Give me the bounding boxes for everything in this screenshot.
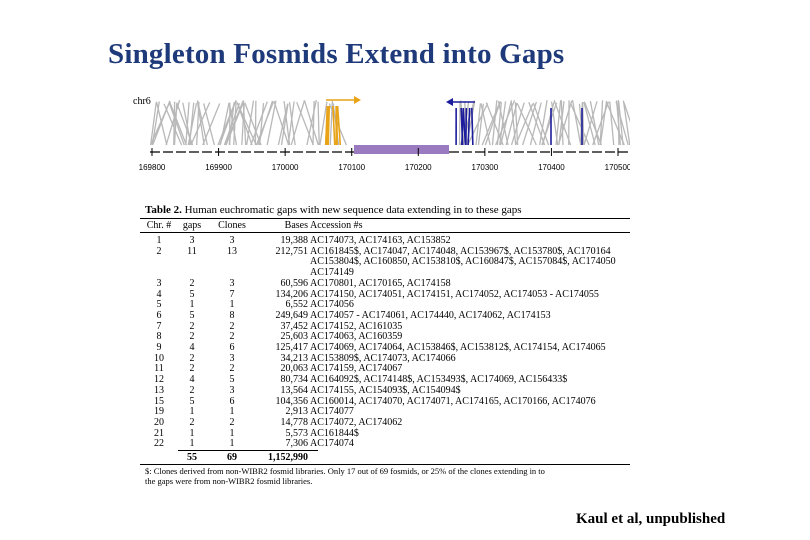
row-clones: 6 bbox=[229, 342, 235, 353]
row-gaps: 1 bbox=[189, 406, 195, 418]
table-caption-text: Human euchromatic gaps with new sequence data extending in to these gaps bbox=[184, 204, 522, 216]
row-accessions: AC174072, AC174062 bbox=[310, 416, 403, 428]
totals-rule bbox=[178, 450, 318, 451]
row-clones: 7 bbox=[229, 288, 235, 300]
row-bases: 34,213 bbox=[280, 352, 308, 364]
credit-text: Kaul et al, unpublished bbox=[576, 511, 726, 527]
row-accessions: AC174073, AC174163, AC153852 bbox=[310, 235, 451, 246]
fosmid-lines-group bbox=[151, 100, 630, 145]
footnote-line-2: the gaps were from non-WIBR2 fosmid libraries. bbox=[145, 476, 313, 486]
row-clones: 2 bbox=[229, 320, 235, 332]
row-gaps: 1 bbox=[189, 299, 195, 311]
table-caption bbox=[145, 204, 522, 216]
row-chr: 6 bbox=[156, 309, 162, 321]
row-chr: 10 bbox=[154, 352, 164, 364]
fosmid-line bbox=[529, 102, 545, 145]
row-bases: 25,603 bbox=[280, 331, 308, 343]
row-gaps: 5 bbox=[189, 288, 195, 300]
row-gaps: 2 bbox=[189, 331, 195, 343]
row-gaps: 2 bbox=[189, 416, 195, 428]
chromosome-label: chr6 bbox=[133, 96, 151, 107]
footnote-line-1: $: Clones derived from non-WIBR2 fosmid libraries. Only 17 out of 69 fosmids, or 25% of the clones extending in to bbox=[145, 466, 545, 476]
row-accessions: AC161844$ bbox=[310, 427, 359, 439]
row-accessions: AC174057 - AC174061, AC174440, AC174062, AC174153 bbox=[310, 309, 551, 321]
row-gaps: 2 bbox=[189, 363, 195, 375]
row-clones: 2 bbox=[229, 363, 235, 375]
row-clones: 1 bbox=[229, 427, 235, 439]
header-chr: Chr. # bbox=[146, 220, 172, 231]
gaps-table bbox=[140, 200, 640, 500]
row-bases: 14,778 bbox=[280, 416, 308, 428]
fosmid-line bbox=[188, 103, 196, 145]
table-caption-label: Table 2. bbox=[145, 204, 182, 216]
row-clones: 1 bbox=[229, 406, 235, 418]
arrow-right-icon bbox=[326, 96, 361, 104]
table-header-rule bbox=[140, 232, 630, 233]
header-clones: Clones bbox=[218, 220, 246, 231]
fosmid-line bbox=[242, 103, 244, 145]
row-clones: 3 bbox=[229, 235, 235, 246]
row-gaps: 4 bbox=[189, 374, 195, 386]
row-accessions: AC153809$, AC174073, AC174066 bbox=[310, 352, 456, 364]
right-singleton-line bbox=[468, 108, 469, 145]
row-chr: 1 bbox=[156, 235, 162, 246]
row-clones: 8 bbox=[229, 309, 235, 321]
row-accessions: AC170801, AC170165, AC174158 bbox=[310, 277, 451, 289]
row-accessions: AC174152, AC161035 bbox=[310, 320, 403, 332]
table-bottom-rule bbox=[140, 464, 630, 465]
row-gaps: 3 bbox=[189, 235, 195, 246]
row-bases: 19,388 bbox=[280, 235, 308, 246]
fosmid-line bbox=[318, 102, 319, 145]
row-chr: 21 bbox=[154, 427, 164, 439]
gap-bar bbox=[354, 145, 449, 154]
row-bases: 134,206 bbox=[275, 288, 308, 300]
row-chr: 19 bbox=[154, 406, 164, 418]
row-clones: 6 bbox=[229, 395, 235, 407]
fosmid-alignment-figure bbox=[130, 90, 630, 180]
row-bases: 6,552 bbox=[285, 299, 308, 311]
fosmid-line bbox=[255, 101, 256, 145]
row-clones: 2 bbox=[229, 331, 235, 343]
row-accessions: AC174069, AC174064, AC153846$, AC153812$, AC174154, AC174065 bbox=[310, 342, 606, 353]
axis-tick-label: 170400 bbox=[538, 163, 565, 172]
row-chr: 13 bbox=[154, 384, 164, 396]
row-accessions: AC174149 bbox=[310, 267, 354, 279]
axis-tick-label: 170000 bbox=[271, 163, 299, 172]
row-accessions: AC174155, AC154093$, AC154094$ bbox=[310, 384, 461, 396]
row-clones: 3 bbox=[229, 352, 235, 364]
row-accessions: AC174063, AC160359 bbox=[310, 331, 403, 343]
row-chr: 20 bbox=[154, 416, 164, 428]
row-bases: 2,913 bbox=[285, 406, 308, 418]
total-gaps: 55 bbox=[187, 452, 197, 463]
fosmid-line bbox=[174, 102, 175, 145]
row-bases: 5,573 bbox=[285, 427, 308, 439]
row-bases: 249,649 bbox=[275, 309, 308, 321]
genome-axis bbox=[150, 145, 628, 154]
axis-tick-label: 170500 bbox=[604, 163, 630, 172]
row-chr: 9 bbox=[156, 342, 162, 353]
row-bases: 37,452 bbox=[280, 320, 308, 332]
axis-tick-label: 169800 bbox=[138, 163, 166, 172]
table-footnote bbox=[145, 466, 635, 486]
row-accessions: AC153804$, AC160850, AC153810$, AC160847$, AC157084$, AC174050 bbox=[310, 256, 616, 268]
row-clones: 13 bbox=[227, 245, 237, 257]
row-clones: 2 bbox=[229, 416, 235, 428]
row-chr: 2 bbox=[156, 245, 162, 257]
axis-tick-label: 169900 bbox=[205, 163, 232, 172]
total-bases: 1,152,990 bbox=[268, 452, 308, 463]
row-accessions: AC161845$, AC174047, AC174048, AC153967$, AC153780$, AC170164 bbox=[310, 245, 611, 257]
header-accession: Accession #s bbox=[310, 220, 363, 231]
row-gaps: 5 bbox=[189, 309, 195, 321]
row-bases: 7,306 bbox=[285, 438, 308, 450]
row-gaps: 2 bbox=[189, 277, 195, 289]
fosmid-line bbox=[610, 102, 614, 145]
row-bases: 20,063 bbox=[280, 363, 308, 375]
row-chr: 15 bbox=[154, 395, 164, 407]
row-chr: 8 bbox=[156, 331, 162, 343]
header-bases: Bases bbox=[284, 220, 308, 231]
row-gaps: 2 bbox=[189, 320, 195, 332]
row-clones: 1 bbox=[229, 438, 235, 450]
row-bases: 13,564 bbox=[280, 384, 308, 396]
row-gaps: 11 bbox=[187, 245, 197, 257]
row-gaps: 5 bbox=[189, 395, 195, 407]
row-clones: 3 bbox=[229, 277, 235, 289]
axis-tick-label: 170200 bbox=[404, 163, 432, 172]
row-gaps: 4 bbox=[189, 342, 195, 353]
row-chr: 5 bbox=[156, 299, 162, 311]
row-accessions: AC174077 bbox=[310, 406, 354, 418]
axis-tick-label: 170100 bbox=[338, 163, 366, 172]
row-chr: 4 bbox=[156, 288, 162, 300]
row-chr: 11 bbox=[154, 363, 164, 375]
row-clones: 1 bbox=[229, 299, 235, 311]
row-bases: 125,417 bbox=[275, 342, 308, 353]
right-singleton-line bbox=[472, 108, 473, 145]
slide-title: Singleton Fosmids Extend into Gaps bbox=[108, 38, 565, 70]
table-top-rule bbox=[140, 218, 630, 219]
fosmid-line bbox=[460, 102, 461, 145]
row-bases: 60,596 bbox=[280, 277, 308, 289]
row-accessions: AC174159, AC174067 bbox=[310, 363, 403, 375]
axis-tick-label: 170300 bbox=[471, 163, 499, 172]
row-chr: 22 bbox=[154, 438, 164, 450]
row-bases: 104,356 bbox=[275, 395, 308, 407]
row-bases: 212,751 bbox=[275, 245, 308, 257]
row-accessions: AC174150, AC174051, AC174151, AC174052, AC174053 - AC174055 bbox=[310, 288, 599, 300]
alignment-svg bbox=[130, 90, 630, 180]
total-clones: 69 bbox=[227, 452, 237, 463]
row-chr: 3 bbox=[156, 277, 162, 289]
row-chr: 7 bbox=[156, 320, 162, 332]
row-gaps: 2 bbox=[189, 384, 195, 396]
fosmid-line bbox=[543, 102, 554, 145]
row-gaps: 2 bbox=[189, 352, 195, 364]
row-clones: 3 bbox=[229, 384, 235, 396]
row-clones: 5 bbox=[229, 374, 235, 386]
left-singleton-line bbox=[328, 106, 329, 145]
row-accessions: AC174074 bbox=[310, 438, 354, 450]
fosmid-line bbox=[290, 102, 296, 145]
fosmid-line bbox=[313, 101, 314, 145]
row-gaps: 1 bbox=[189, 438, 195, 450]
row-bases: 80,734 bbox=[280, 374, 308, 386]
row-gaps: 1 bbox=[189, 427, 195, 439]
row-accessions: AC174056 bbox=[310, 299, 354, 311]
row-accessions: AC160014, AC174070, AC174071, AC174165, AC170166, AC174076 bbox=[310, 395, 596, 407]
row-accessions: AC164092$, AC174148$, AC153493$, AC174069, AC156433$ bbox=[310, 374, 568, 386]
row-chr: 12 bbox=[154, 374, 164, 386]
header-gaps: gaps bbox=[182, 220, 202, 231]
